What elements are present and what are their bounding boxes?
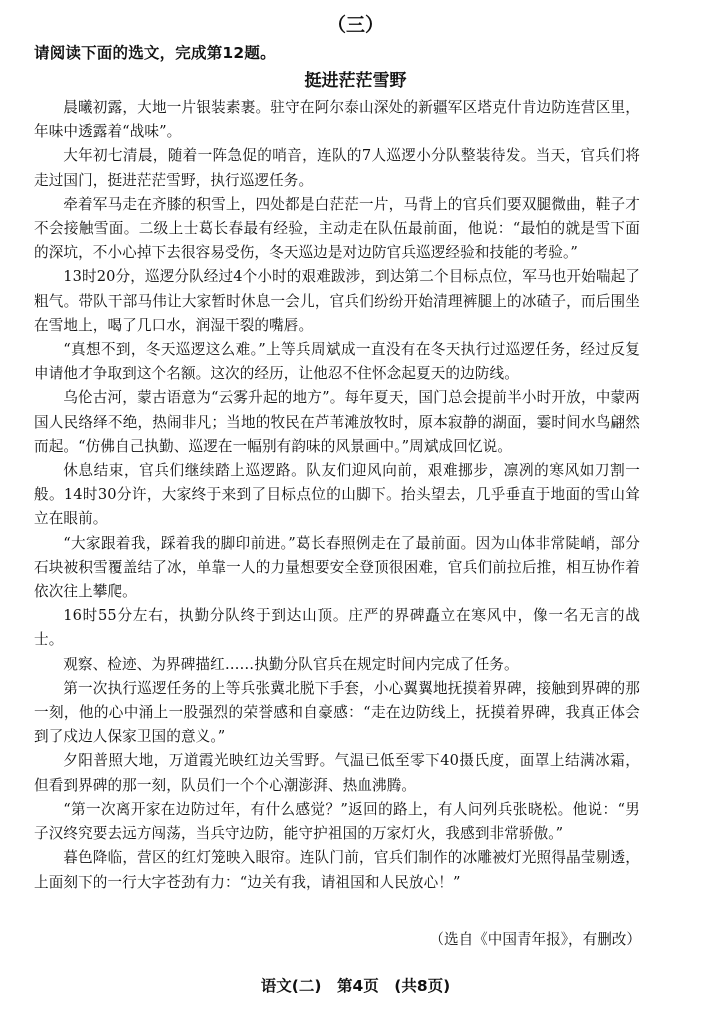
paragraph: 晨曦初露，大地一片银装素裹。驻守在阿尔泰山深处的新疆军区塔克什肯边防连营区里，年味中透露着“战味”。 (34, 99, 640, 141)
paragraph: 夕阳普照大地，万道霞光映红边关雪野。气温已低至零下40摄氏度，面罩上结满冰霜，但看到界碑的那一刻，队员们一个个心潮澎湃、热血沸腾。 (34, 752, 640, 794)
paragraph: 观察、检迹、为界碑描红……执勤分队官兵在规定时间内完成了任务。 (63, 655, 519, 673)
paragraph: 牵着军马走在齐膝的积雪上，四处都是白茫茫一片，马背上的官兵们要双腿微曲，鞋子才不会接触雪面。二级上士葛长春最有经验，主动走在队伍最前面，他说：“最怕的就是雪下面的深坑，不小心掉下去很容易受伤，冬天巡边是对边防官兵巡逻经验和技能的考验。” (34, 195, 640, 262)
paragraph: “真想不到，冬天巡逻这么难。”上等兵周斌成一直没有在冬天执行过巡逻任务，经过反复申请他才争取到这个名额。这次的经历，让他忍不住怀念起夏天的边防线。 (34, 341, 640, 383)
paragraph: “第一次离开家在边防过年，有什么感觉？”返回的路上，有人问列兵张晓松。他说：“男子汉终究要去远方闯荡，当兵守边防，能守护祖国的万家灯火，我感到非常骄傲。” (34, 800, 640, 843)
page-footer: 语文(二) 第4页 (共8页) (260, 977, 451, 995)
paragraph: 乌伦古河，蒙古语意为“云雾升起的地方”。每年夏天，国门总会提前半小时开放，中蒙两国人民络绎不绝，热闹非凡；当地的牧民在芦苇滩放牧时，原本寂静的湖面，霎时间水鸟翩然而起。“仿佛自己执勤、巡逻在一幅别有韵味的风景画中。”周斌成回忆说。 (34, 389, 640, 455)
paragraph: 第一次执行巡逻任务的上等兵张冀北脱下手套，小心翼翼地抚摸着界碑，接触到界碑的那一刻，他的心中涌上一股强烈的荣誉感和自豪感：“走在边防线上，抚摸着界碑，我真正体会到了戍边人保家卫国的意义。” (34, 679, 640, 746)
section-number: （三） (326, 14, 384, 36)
paragraph: 暮色降临，营区的红灯笼映入眼帘。连队门前，官兵们制作的冰雕被灯光照得晶莹剔透，上面刻下的一行大字苍劲有力：“边关有我，请祖国和人民放心！” (34, 849, 640, 891)
paragraph: 16时55分左右，执勤分队终于到达山顶。庄严的界碑矗立在寒风中，像一名无言的战士。 (34, 607, 640, 649)
paragraph: 大年初七清晨，随着一阵急促的哨音，连队的7人巡逻小分队整装待发。当天，官兵们将走过国门，挺进茫茫雪野，执行巡逻任务。 (34, 147, 640, 189)
article-body (34, 96, 640, 895)
paragraph: “大家跟着我，踩着我的脚印前进。”葛长春照例走在了最前面。因为山体非常陡峭，部分石块被积雪覆盖结了冰，单靠一人的力量想要安全登顶很困难，官兵们前拉后推，相互协作着依次往上攀爬。 (34, 534, 640, 601)
article-title: 挺进茫茫雪野 (304, 71, 407, 91)
reading-instruction: 请阅读下面的选文，完成第12题。 (34, 44, 276, 62)
paragraph: 休息结束，官兵们继续踏上巡逻路。队友们迎风向前，艰难挪步，凛冽的寒风如刀割一般。14时30分许，大家终于来到了目标点位的山脚下。抬头望去，几乎垂直于地面的雪山耸立在眼前。 (34, 462, 640, 528)
paragraph: 13时20分，巡逻分队经过4个小时的艰难跋涉，到达第二个目标点位，军马也开始喘起了粗气。带队干部马伟让大家暂时休息一会儿，官兵们纷纷开始清理裤腿上的冰碴子，而后围坐在雪地上，喝了几口水，润湿干裂的嘴唇。 (34, 268, 640, 334)
article-source: （选自《中国青年报》，有删改） (429, 931, 641, 948)
